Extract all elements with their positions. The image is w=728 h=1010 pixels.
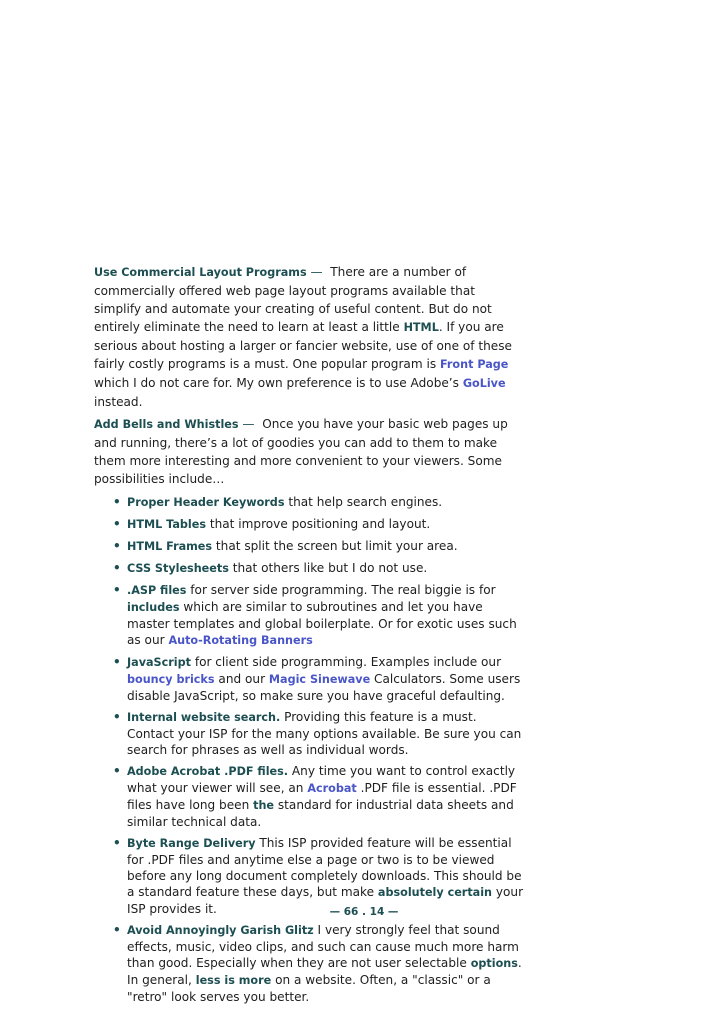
main-content <box>94 263 524 1010</box>
page-number: — 66 . 14 — <box>329 906 399 918</box>
item-keyword: JavaScript <box>127 656 191 669</box>
link-auto-rotating-banners[interactable]: Auto-Rotating Banners <box>168 634 313 647</box>
item-text: that help search engines. <box>288 495 443 509</box>
item-keyword: Avoid Annoyingly Garish Glitz <box>127 924 314 937</box>
em-dash: — <box>310 265 323 279</box>
item-text: that improve positioning and layout. <box>209 517 431 531</box>
item-keyword: less is more <box>195 974 272 987</box>
item-keyword: includes <box>127 601 180 614</box>
item-text: .PDF file is essential. .PDF files have long been <box>127 781 517 812</box>
item-keyword: absolutely certain <box>377 886 493 899</box>
item-keyword: Proper Header Keywords <box>127 496 285 509</box>
item-text: and our <box>218 672 266 686</box>
bullet-icon: • <box>113 836 121 850</box>
item-text: This ISP provided feature will be essential for .PDF files and anytime else a page or two is to be viewed before any long document completely downloads. This should be a standard feature these days, but make <box>127 836 522 899</box>
link-golive[interactable]: GoLive <box>462 377 506 390</box>
paragraph-bells-whistles <box>94 415 524 488</box>
item-text: for server side programming. The real biggie is for <box>190 583 496 597</box>
item-keyword: Internal website search. <box>127 711 281 724</box>
item-keyword: options <box>470 957 518 970</box>
paragraph-text: which I do not care for. My own preference is to use Adobe’s <box>94 376 459 390</box>
bullet-icon: • <box>113 561 121 575</box>
list-item <box>94 709 524 758</box>
item-keyword: .ASP files <box>127 584 187 597</box>
possibilities-list <box>94 494 524 1005</box>
link-bouncy-bricks[interactable]: bouncy bricks <box>127 673 215 686</box>
section-heading: Add Bells and Whistles <box>94 418 239 431</box>
paragraph-text: . If you are serious about hosting a larger or fancier website, use of one of these fairly costly programs is a must. One popular program is <box>94 320 512 371</box>
bullet-icon: • <box>113 495 121 509</box>
bullet-icon: • <box>113 517 121 531</box>
keyword-html: HTML <box>403 321 439 334</box>
bullet-icon: • <box>113 710 121 724</box>
item-keyword: HTML Tables <box>127 518 206 531</box>
item-keyword: HTML Frames <box>127 540 213 553</box>
bullet-icon: • <box>113 764 121 778</box>
list-item <box>94 494 524 511</box>
list-item <box>94 516 524 533</box>
link-acrobat[interactable]: Acrobat <box>307 782 357 795</box>
item-keyword: the <box>253 799 275 812</box>
list-item <box>94 835 524 917</box>
item-text: for client side programming. Examples include our <box>194 655 502 669</box>
item-text: I very strongly feel that sound effects, music, video clips, and such can cause much more harm than good. Especially when they are not user selectable <box>127 923 519 970</box>
item-text: Calculators. Some users disable JavaScript, so make sure you have graceful defaulting. <box>127 672 521 703</box>
bullet-icon: • <box>113 583 121 597</box>
list-item <box>94 560 524 577</box>
paragraph-commercial-layout <box>94 263 524 411</box>
list-item <box>94 582 524 649</box>
section-heading: Use Commercial Layout Programs <box>94 266 307 279</box>
list-item <box>94 922 524 1005</box>
item-text: Providing this feature is a must. Contact your ISP for the many options available. Be sure you can search for phrases as well as individual words. <box>127 710 522 757</box>
item-text: which are similar to subroutines and let you have master templates and global boilerplate. Or for exotic uses such as our <box>127 600 517 647</box>
list-item <box>94 538 524 555</box>
bullet-icon: • <box>113 539 121 553</box>
list-item <box>94 763 524 830</box>
link-magic-sinewave[interactable]: Magic Sinewave <box>268 673 371 686</box>
paragraph-text: Once you have your basic web pages up and running, there’s a lot of goodies you can add to them to make them more interesting and more convenient to your viewers. Some possibilities include… <box>94 417 508 486</box>
item-text: Any time you want to control exactly what your viewer will see, an <box>127 764 516 795</box>
bullet-icon: • <box>113 923 121 937</box>
item-keyword: CSS Stylesheets <box>127 562 229 575</box>
em-dash: — <box>242 417 255 431</box>
paragraph-text: instead. <box>94 395 143 409</box>
item-keyword: Adobe Acrobat .PDF files. <box>127 765 289 778</box>
item-text: your ISP provides it. <box>127 885 524 916</box>
bullet-icon: • <box>113 655 121 669</box>
list-item <box>94 654 524 704</box>
link-front-page[interactable]: Front Page <box>439 358 509 371</box>
item-keyword: Byte Range Delivery <box>127 837 256 850</box>
item-text: standard for industrial data sheets and similar technical data. <box>127 798 514 829</box>
item-text: that split the screen but limit your area. <box>215 539 458 553</box>
item-text: on a website. Often, a "classic" or a "retro" look serves you better. <box>127 973 491 1004</box>
item-text: that others like but I do not use. <box>232 561 428 575</box>
item-text: . In general, <box>127 956 522 987</box>
paragraph-text: There are a number of commercially offered web page layout programs available that simplify and automate your creating of useful content. But do not entirely eliminate the need to learn at least a little <box>94 265 492 334</box>
